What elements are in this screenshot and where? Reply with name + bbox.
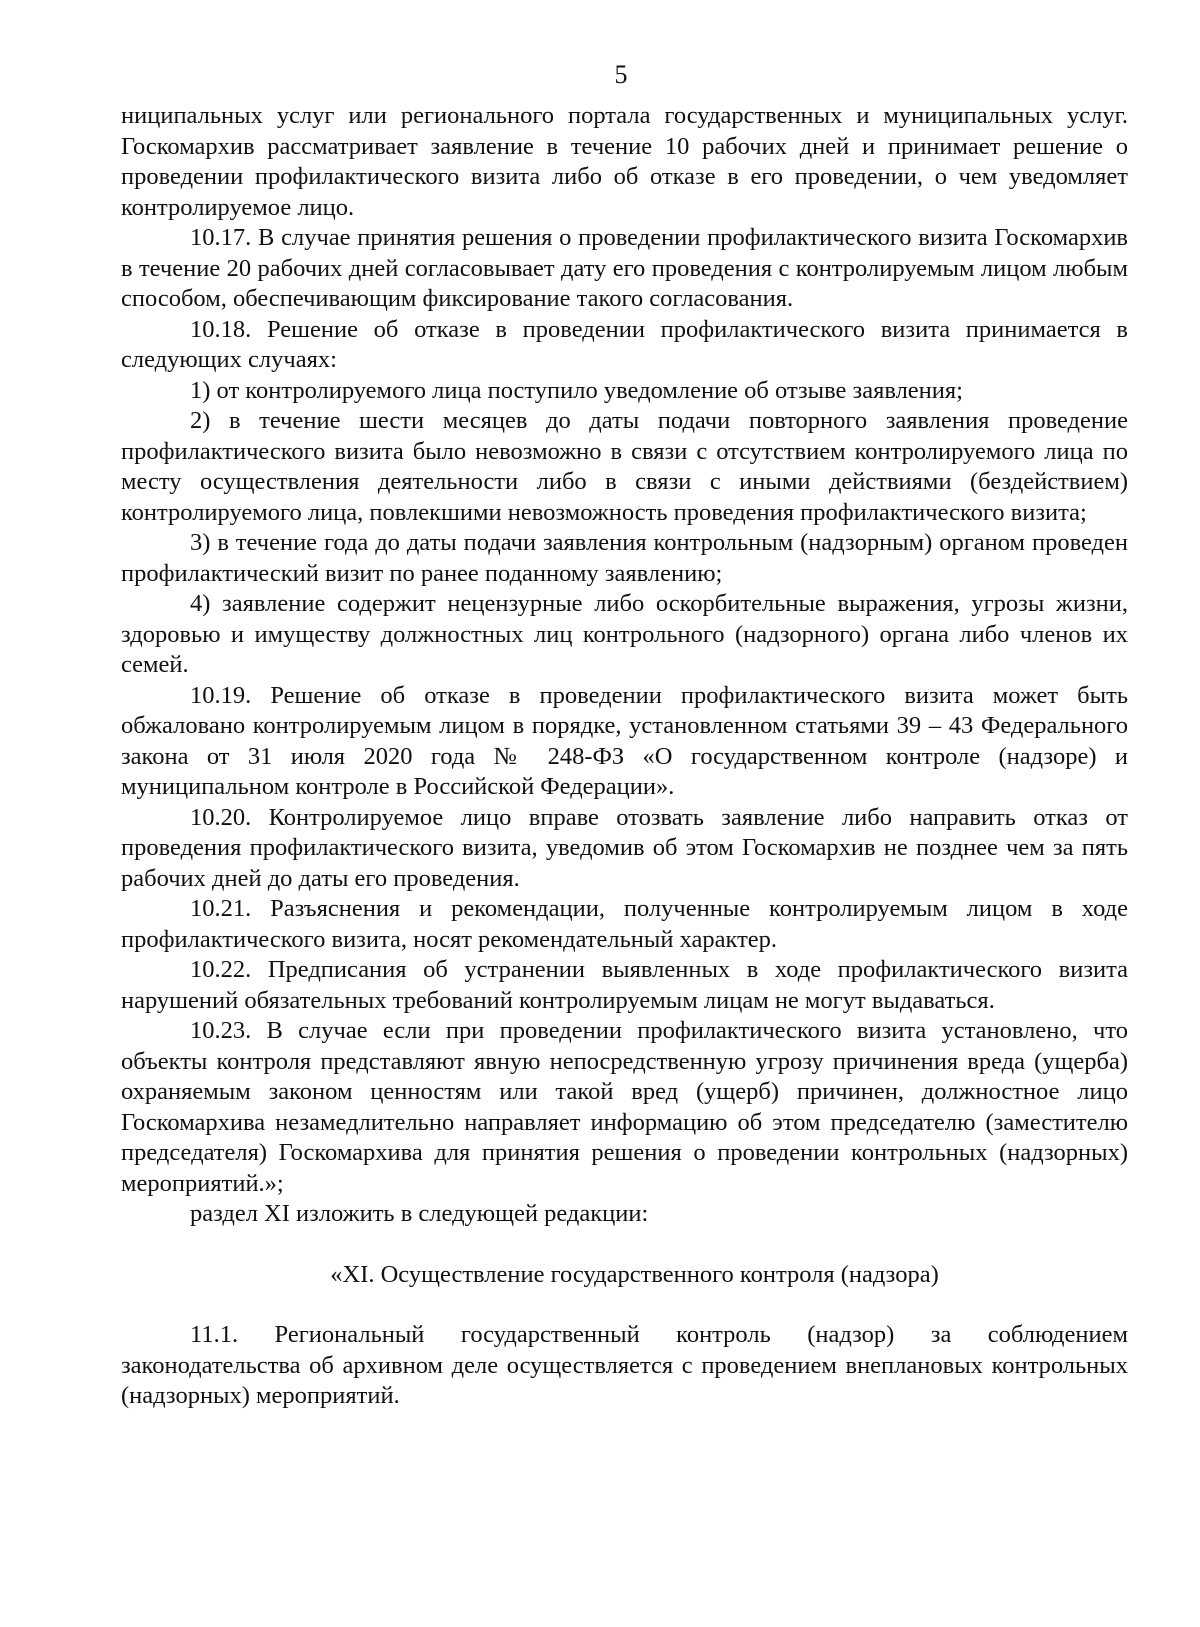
section-amendment-intro: раздел XI изложить в следующей редакции: xyxy=(190,1200,649,1227)
list-item-2: 2) в течение шести месяцев до даты подачи повторного заявления проведение профилактического визита было невозможно в связи с отсутствием контролируемого лица по месту осуществления деятельности либо в связи с иными действиями (бездействием) контролируемого лица, повлекшими невозможность проведения профилактического визита; xyxy=(121,407,1128,526)
paragraph-10-20: 10.20. Контролируемое лицо вправе отозвать заявление либо направить отказ от проведения профилактического визита, уведомив об этом Госкомархив не позднее чем за пять рабочих дней до даты его проведения. xyxy=(121,803,1128,892)
paragraph-10-22: 10.22. Предписания об устранении выявленных в ходе профилактического визита нарушений обязательных требований контролируемым лицам не могут выдаваться. xyxy=(121,956,1128,1014)
paragraph-10-19: 10.19. Решение об отказе в проведении профилактического визита может быть обжаловано контролируемым лицом в порядке, установленном статьями 39 – 43 Федерального закона от 31 июля 2020 года № 248-ФЗ «О государственном контроле (надзоре) и муниципальном контроле в Российской Федерации». xyxy=(121,681,1128,800)
list-item-4: 4) заявление содержит нецензурные либо оскорбительные выражения, угрозы жизни, здоровью и имуществу должностных лиц контрольного (надзорного) органа либо членов их семей. xyxy=(121,590,1128,678)
paragraph-11-1: 11.1. Региональный государственный контроль (надзор) за соблюдением законодательства об архивном деле осуществляется с проведением внеплановых контрольных (надзорных) мероприятий. xyxy=(121,1321,1128,1409)
list-item-1: 1) от контролируемого лица поступило уведомление об отзыве заявления; xyxy=(190,376,963,404)
paragraph-10-21: 10.21. Разъяснения и рекомендации, полученные контролируемым лицом в ходе профилактического визита, носят рекомендательный характер. xyxy=(121,895,1128,953)
page-number: 5 xyxy=(614,60,628,89)
list-item-3: 3) в течение года до даты подачи заявления контрольным (надзорным) органом проведен профилактический визит по ранее поданному заявлению; xyxy=(121,529,1128,587)
paragraph-10-17: 10.17. В случае принятия решения о проведении профилактического визита Госкомархив в течение 20 рабочих дней согласовывает дату его проведения с контролируемым лицом любым способом, обеспечивающим фиксирование такого согласования. xyxy=(121,224,1128,312)
paragraph-continuation: ниципальных услуг или регионального портала государственных и муниципальных услуг. Госкомархив рассматривает заявление в течение 10 рабочих дней и принимает решение о проведении профилактического визита либо об отказе в его проведении, о чем уведомляет контролируемое лицо. xyxy=(121,102,1128,221)
paragraph-10-23: 10.23. В случае если при проведении профилактического визита установлено, что объекты контроля представляют явную непосредственную угрозу причинения вреда (ущерба) охраняемым законом ценностям или такой вред (ущерб) причинен, должностное лицо Госкомархива незамедлительно направляет информацию об этом председателю (заместителю председателя) Госкомархива для принятия решения о проведении контрольных (надзорных) мероприятий.»; xyxy=(121,1017,1128,1197)
paragraph-10-18: 10.18. Решение об отказе в проведении профилактического визита принимается в следующих случаях: xyxy=(121,315,1128,373)
document-body xyxy=(121,101,1128,1412)
section-title: «XI. Осуществление государственного контроля (надзора) xyxy=(330,1260,939,1288)
